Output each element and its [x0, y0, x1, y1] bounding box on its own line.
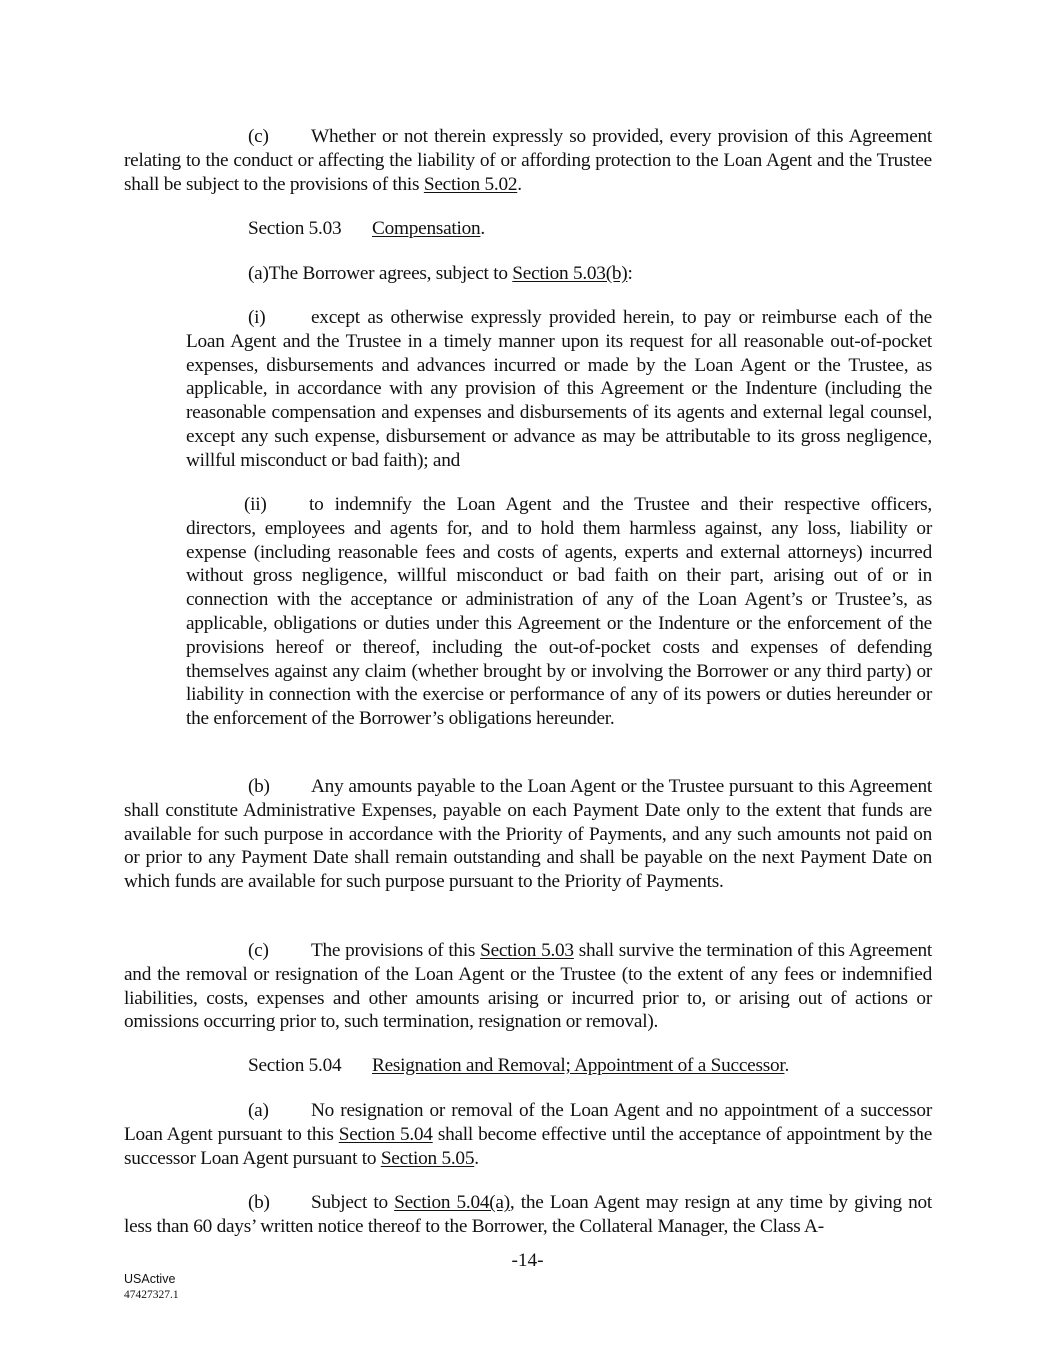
section-heading-5-04: Section 5.04 Resignation and Removal; Appointment of a Successor.	[248, 1055, 790, 1076]
section-title: Resignation and Removal; Appointment of a Successor	[372, 1055, 785, 1076]
paragraph-label: (a)	[248, 263, 269, 284]
cross-reference-link[interactable]: Section 5.02	[423, 173, 518, 195]
footer-document-id: 47427327.1	[124, 1289, 179, 1301]
paragraph-label: (c)	[248, 940, 269, 961]
section-number: Section 5.03	[248, 218, 342, 239]
paragraph-label: (c)	[248, 126, 269, 147]
paragraph-label: (b)	[248, 776, 270, 797]
footer-document-status: USActive	[124, 1272, 176, 1286]
section-heading-5-03: Section 5.03 Compensation.	[248, 218, 485, 239]
paragraph-5-04-a: (a) No resignation or removal of the Loan Agent and no appointment of a successor Loan Agent pursuant to this Section 5.04 shall become effective until the acceptance of appointment by the successor Loan Agent pursuant to Section 5.05.	[124, 1100, 933, 1169]
section-number: Section 5.04	[248, 1055, 342, 1076]
paragraph-5-03-a-ii: (ii) to indemnify the Loan Agent and the Trustee and their respective officers, directors, employees and agents for, and to hold them harmless against, any loss, liability or expense (including reasonable fees and costs of agents, experts and external attorneys) incurred without gross negligence, willful misconduct or bad faith on their part, arising out of or in connection with the acceptance or administration of any of the Loan Agent’s or Trustee’s, as applicable, obligations or duties under this Agreement or the Indenture or the enforcement of the provisions hereof or thereof, including the out-of-pocket costs and expenses of defending themselves against any claim (whether brought by or involving the Borrower or any third party) or liability in connection with the exercise or performance of any of its powers or duties hereunder or the enforcement of the Borrower’s obligations hereunder.	[186, 494, 932, 730]
paragraph-5-03-a-i: (i) except as otherwise expressly provided herein, to pay or reimburse each of the Loan Agent and the Trustee in a timely manner upon its request for all reasonable out-of-pocket expenses, disbursements and advances incurred or made by the Loan Agent or the Trustee, as applicable, in accordance with any provision of this Agreement or the Indenture (including the reasonable compensation and expenses and disbursements of its agents and external legal counsel, except any such expense, disbursement or advance as may be attributable to its gross negligence, willful misconduct or bad faith); and	[186, 307, 932, 471]
paragraph-5-02-c: (c) Whether or not therein expressly so provided, every provision of this Agreement relating to the conduct or affecting the liability of or affording protection to the Loan Agent and the Trustee shall be subject to the provisions of this Section 5.02.	[124, 126, 932, 195]
cross-reference-link[interactable]: Section 5.03	[480, 940, 574, 961]
cross-reference-link[interactable]: Section 5.04(a)	[394, 1192, 510, 1213]
cross-reference-link[interactable]: Section 5.04	[338, 1123, 433, 1145]
paragraph-label: (b)	[248, 1192, 270, 1213]
page-number: -14-	[511, 1250, 544, 1271]
paragraph-5-03-c: (c) The provisions of this Section 5.03 shall survive the termination of this Agreement and the removal or resignation of the Loan Agent or the Trustee (to the extent of any fees or indemnified liabilities, costs, expenses and other amounts arising or incurred prior to, or arising out of actions or omissions occurring prior to, such termination, resignation or removal).	[124, 940, 932, 1033]
paragraph-5-03-b: (b) Any amounts payable to the Loan Agent or the Trustee pursuant to this Agreement shall constitute Administrative Expenses, payable on each Payment Date only to the extent that funds are available for such purpose in accordance with the Priority of Payments, and any such amounts not paid on or prior to any Payment Date shall remain outstanding and shall be payable on the next Payment Date on which funds are available for such purpose pursuant to the Priority of Payments.	[124, 776, 932, 893]
paragraph-label: (i)	[248, 307, 266, 328]
cross-reference-link[interactable]: Section 5.03(b)	[512, 263, 628, 284]
cross-reference-link[interactable]: Section 5.05	[380, 1147, 475, 1169]
paragraph-5-04-b: (b) Subject to Section 5.04(a), the Loan Agent may resign at any time by giving not less than 60 days’ written notice thereof to the Borrower, the Collateral Manager, the Class A-	[124, 1192, 933, 1237]
paragraph-5-03-a: (a)The Borrower agrees, subject to Section 5.03(b):	[248, 263, 633, 284]
paragraph-label: (a)	[248, 1100, 269, 1121]
paragraph-label: (ii)	[244, 494, 267, 515]
section-title: Compensation	[372, 218, 481, 239]
